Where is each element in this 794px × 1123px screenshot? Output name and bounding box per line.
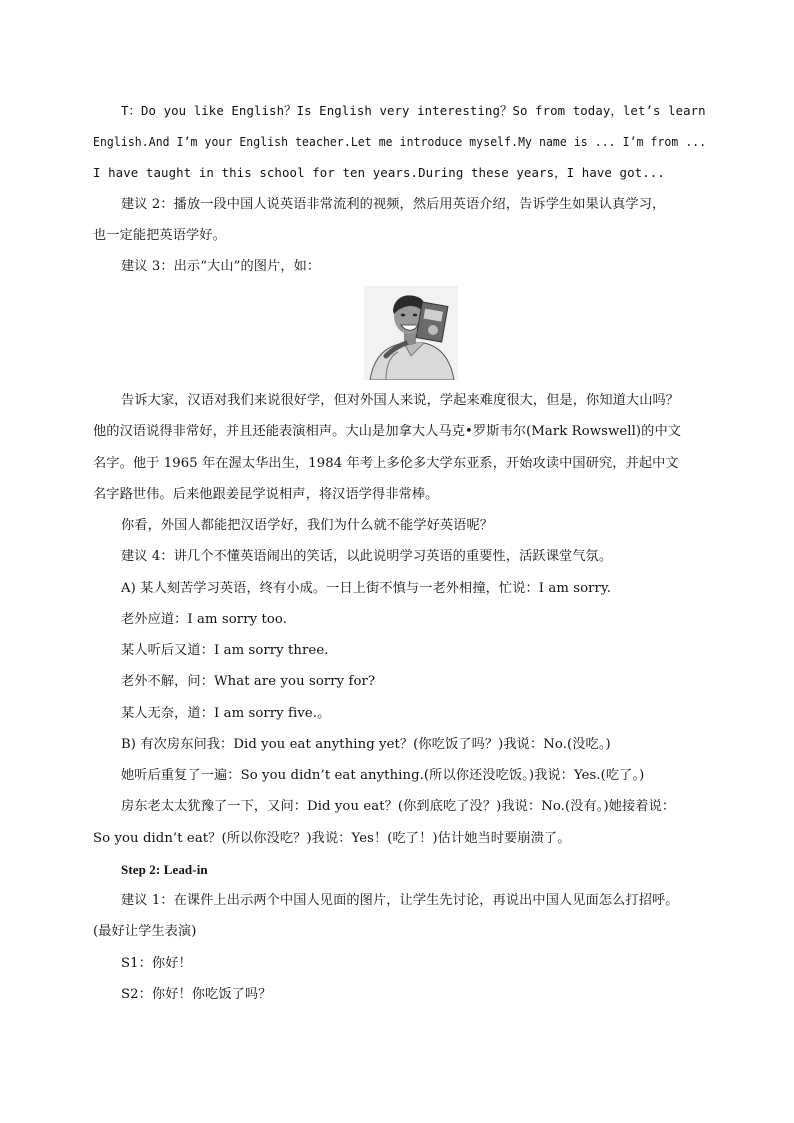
paragraph-line: 建议 3：出示“大山”的图片，如： [121, 259, 321, 274]
paragraph-line: 房东老太太犹豫了一下，又问：Did you eat？(你到底吃了没？)我说：No.(没有。)她接着说： [121, 799, 676, 814]
paragraph-line: 建议 4：讲几个不懂英语闹出的笑话，以此说明学习英语的重要性，活跃课堂气氛。 [121, 549, 613, 564]
paragraph-line: 建议 2：播放一段中国人说英语非常流利的视频，然后用英语介绍，告诉学生如果认真学习， [121, 197, 666, 212]
paragraph-line: 老外应道：I am sorry too. [121, 612, 287, 627]
paragraph-line: 告诉大家，汉语对我们来说很好学，但对外国人来说，学起来难度很大，但是，你知道大山吗？ [121, 393, 680, 408]
paragraph-line: A) 某人刻苦学习英语，终有小成。一日上街不慎与一老外相撞，忙说：I am sorry. [121, 581, 612, 596]
paragraph-line: 某人听后又道：I am sorry three. [121, 643, 329, 658]
paragraph-line: 名字。他于 1965 年在渥太华出生，1984 年考上多伦多大学东亚系，开始攻读中国研究，并起中文 [93, 456, 679, 471]
paragraph-line: 你看，外国人都能把汉语学好，我们为什么就不能学好英语呢？ [121, 518, 494, 533]
paragraph-line: English.And I’m your English teacher.Let me introduce myself.My name is ... I’m from ... [93, 134, 707, 149]
paragraph-line: 某人无奈，道：I am sorry five.。 [121, 706, 331, 721]
paragraph-line: 也一定能把英语学好。 [93, 228, 226, 243]
paragraph-line: (最好让学生表演) [93, 924, 197, 939]
paragraph-line: 他的汉语说得非常好，并且还能表演相声。大山是加拿大人马克•罗斯韦尔(Mark Rowswell)的中文 [93, 424, 682, 439]
paragraph-line: 她听后重复了一遍：So you didn’t eat anything.(所以你还没吃饭。)我说：Yes.(吃了。) [121, 768, 645, 783]
dashan-figure-image [364, 286, 458, 380]
paragraph-line: 老外不解，问：What are you sorry for? [121, 674, 376, 689]
paragraph-line: S1：你好！ [121, 956, 192, 971]
dashan-photo [364, 286, 458, 380]
paragraph-line: B) 有次房东问我：Did you eat anything yet？(你吃饭了吗？)我说：No.(没吃。) [121, 737, 611, 752]
section-heading: Step 2: Lead-in [121, 862, 208, 877]
paragraph-line: 名字路世伟。后来他跟姜昆学说相声，将汉语学得非常棒。 [93, 487, 439, 502]
paragraph-line: I have taught in this school for ten years.During these years，I have got... [93, 165, 665, 180]
paragraph-line: 建议 1：在课件上出示两个中国人见面的图片，让学生先讨论，再说出中国人见面怎么打招呼。 [121, 893, 679, 908]
paragraph-line: So you didn’t eat？(所以你没吃？)我说：Yes！(吃了！)估计她当时要崩溃了。 [93, 831, 571, 846]
paragraph-line: S2：你好！你吃饭了吗？ [121, 987, 272, 1002]
paragraph-line: T：Do you like English？Is English very interesting？So from today，let’s learn [121, 103, 706, 118]
